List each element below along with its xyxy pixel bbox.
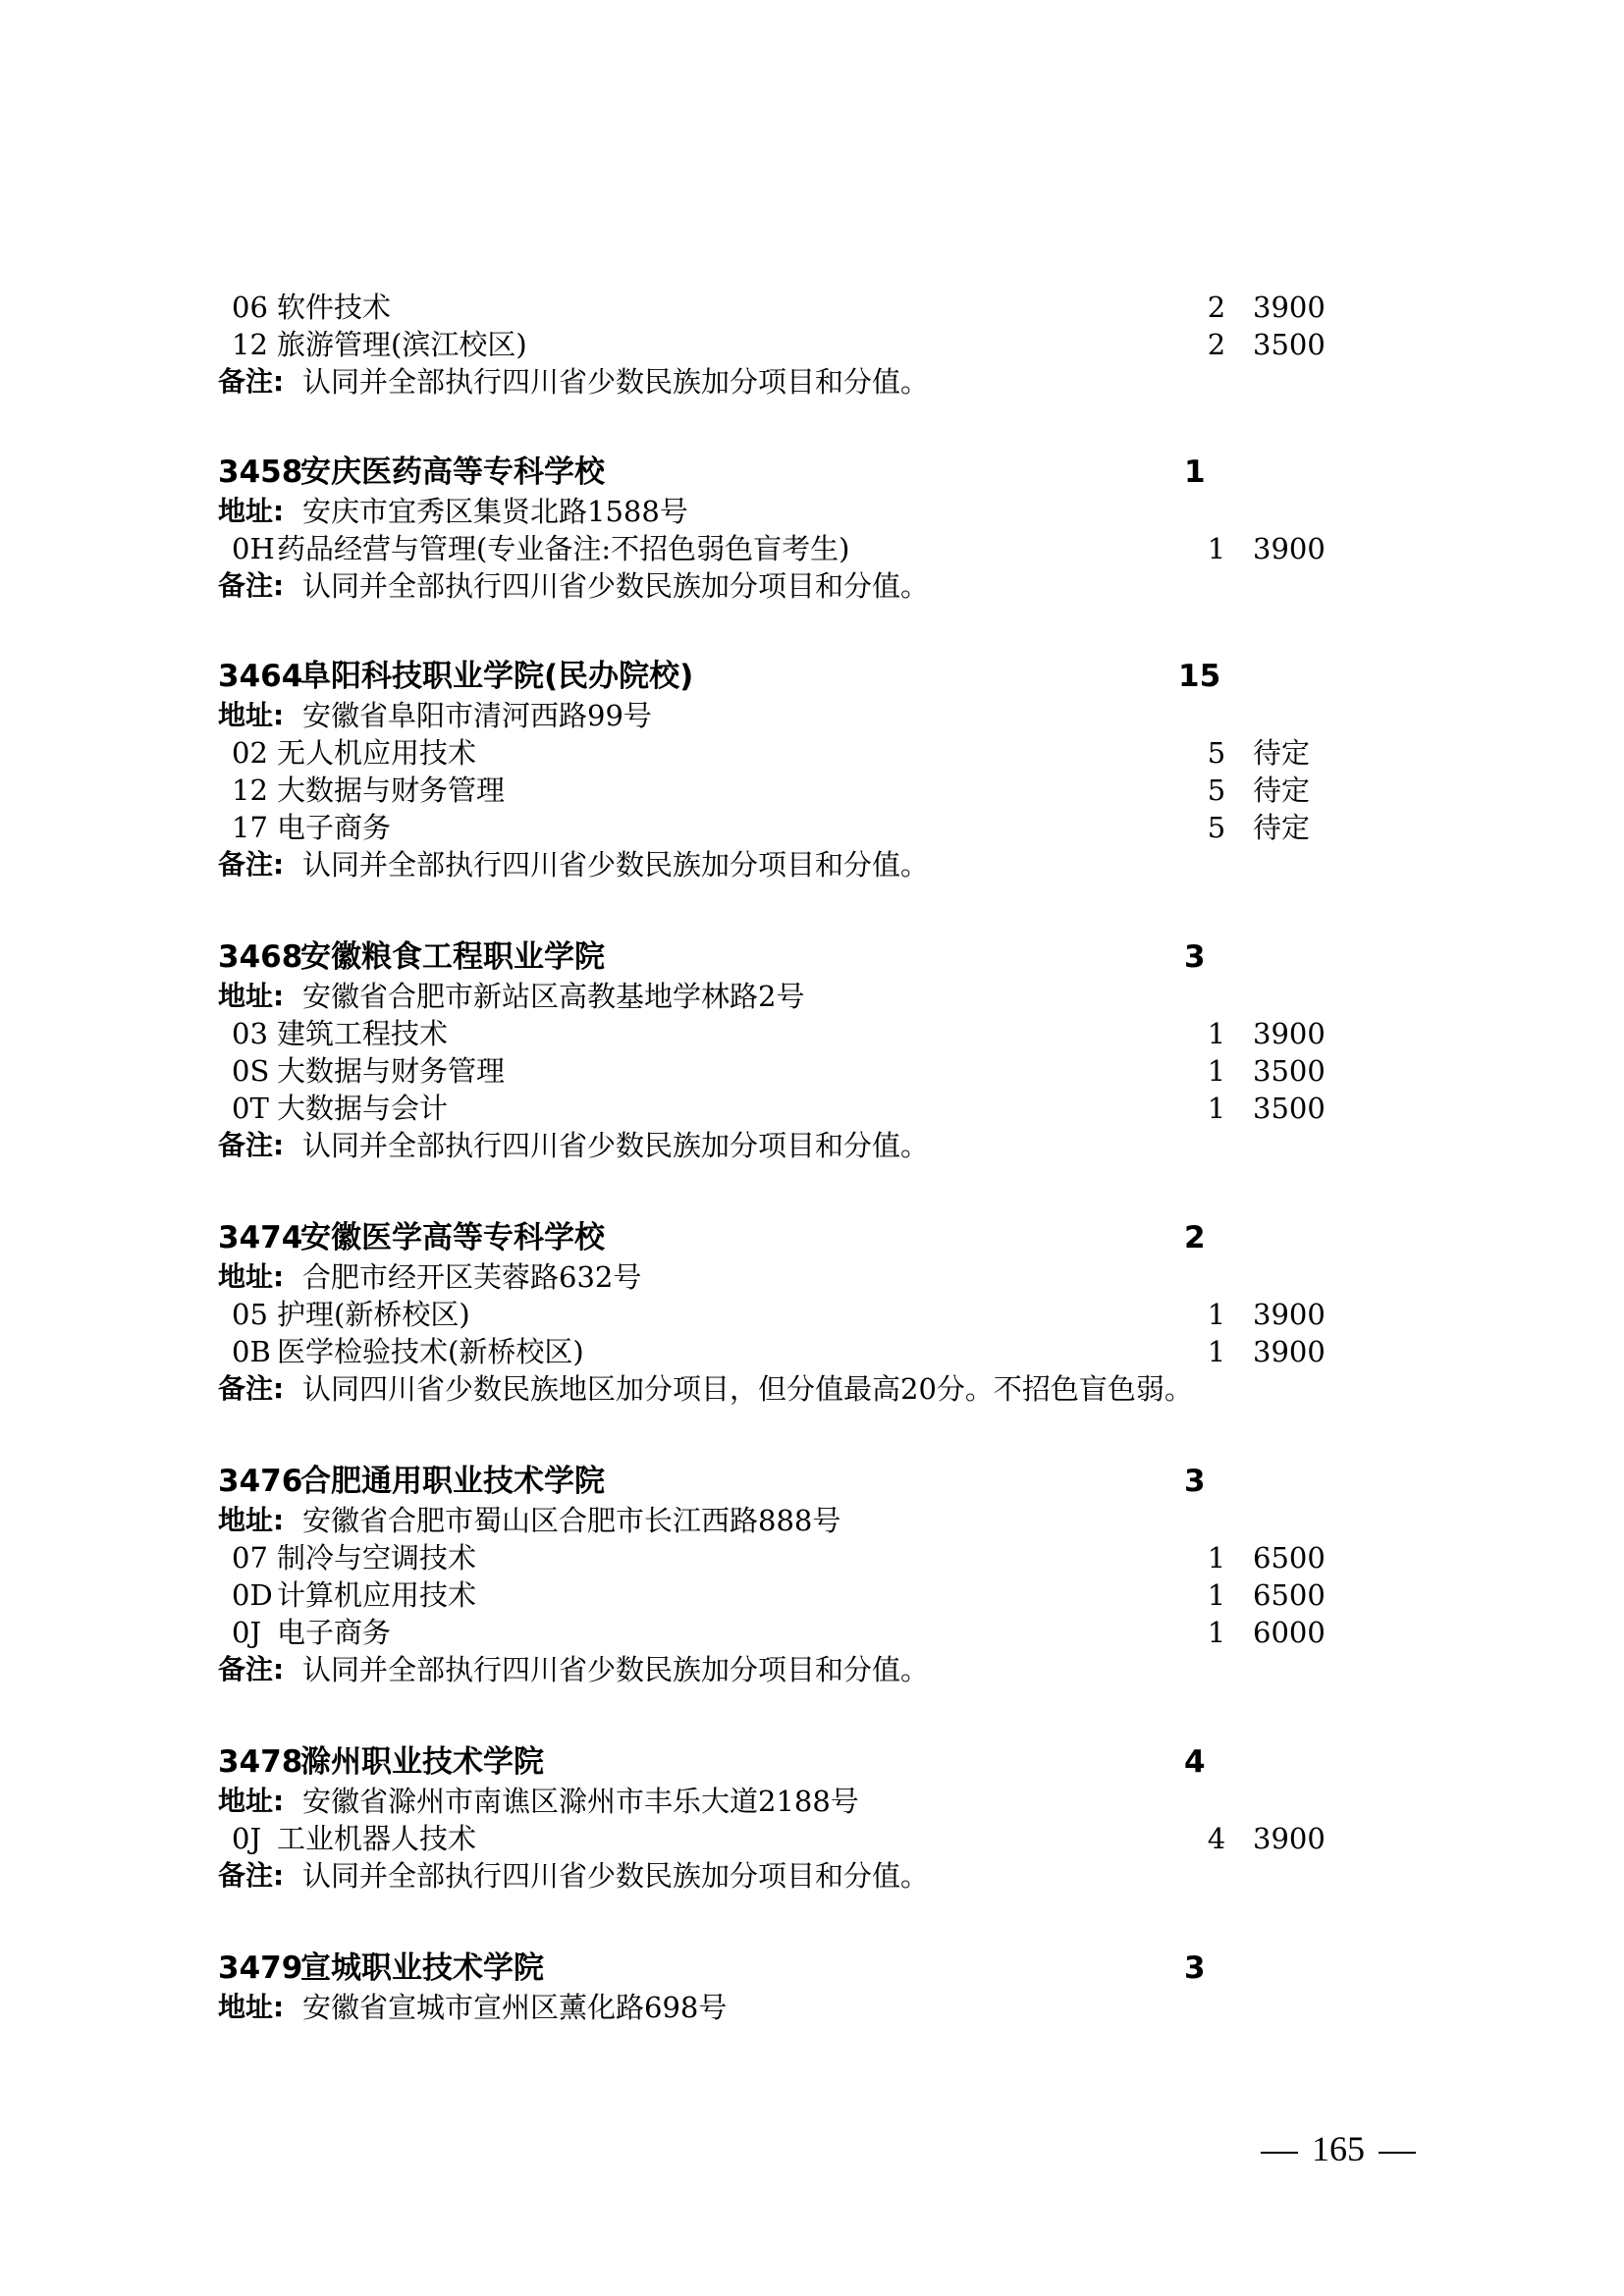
major-fee: 6500 xyxy=(1253,1541,1326,1575)
school-code: 3474 xyxy=(218,1220,303,1255)
major-fee: 6000 xyxy=(1253,1616,1326,1649)
note-text: 认同并全部执行四川省少数民族加分项目和分值。 xyxy=(302,1653,930,1686)
school-count: 3 xyxy=(1184,1950,1206,1986)
school-header xyxy=(0,938,1624,976)
school-name: 安庆医药高等专科学校 xyxy=(300,454,605,490)
major-count: 5 xyxy=(1207,811,1226,844)
major-fee: 3500 xyxy=(1253,1092,1326,1125)
major-fee: 3900 xyxy=(1253,291,1326,324)
major-code: 03 xyxy=(232,1017,268,1050)
major-fee: 3900 xyxy=(1253,532,1326,565)
address-label: 地址: xyxy=(218,1991,285,2023)
major-row xyxy=(0,1820,1624,1857)
note-row xyxy=(0,567,1624,605)
major-fee: 3900 xyxy=(1253,1335,1326,1368)
major-name: 医学检验技术(新桥校区) xyxy=(277,1335,584,1368)
major-fee: 6500 xyxy=(1253,1578,1326,1612)
note-label: 备注: xyxy=(218,365,285,398)
major-count: 1 xyxy=(1207,1541,1226,1575)
address-label: 地址: xyxy=(218,1260,285,1293)
major-code: 0J xyxy=(232,1822,262,1855)
major-name: 软件技术 xyxy=(277,291,392,324)
major-code: 05 xyxy=(232,1298,268,1331)
school-count: 4 xyxy=(1184,1744,1206,1780)
school-count: 2 xyxy=(1184,1220,1206,1255)
school-header xyxy=(0,658,1624,695)
major-row xyxy=(0,1614,1624,1651)
school-code: 3464 xyxy=(218,659,303,694)
address-row xyxy=(0,697,1624,734)
major-fee: 待定 xyxy=(1253,736,1311,770)
major-count: 1 xyxy=(1207,1616,1226,1649)
address-text: 安徽省合肥市蜀山区合肥市长江西路888号 xyxy=(302,1504,841,1537)
major-row xyxy=(0,1090,1624,1127)
note-row xyxy=(0,1127,1624,1164)
address-row xyxy=(0,1783,1624,1820)
major-fee: 3500 xyxy=(1253,328,1326,361)
school-code: 3468 xyxy=(218,939,303,975)
school-name: 安徽粮食工程职业学院 xyxy=(300,939,605,975)
address-row xyxy=(0,1989,1624,2026)
major-code: 0T xyxy=(232,1092,269,1125)
major-count: 4 xyxy=(1207,1822,1226,1855)
address-label: 地址: xyxy=(218,980,285,1012)
major-row xyxy=(0,1576,1624,1614)
address-label: 地址: xyxy=(218,1504,285,1536)
major-row xyxy=(0,772,1624,809)
major-count: 5 xyxy=(1207,736,1226,770)
address-label: 地址: xyxy=(218,699,285,731)
major-name: 无人机应用技术 xyxy=(277,736,477,770)
page-number-left-dash xyxy=(1261,2152,1298,2154)
major-name: 工业机器人技术 xyxy=(277,1822,477,1855)
major-count: 1 xyxy=(1207,1017,1226,1050)
note-label: 备注: xyxy=(218,569,285,602)
major-count: 1 xyxy=(1207,1054,1226,1088)
school-code: 3478 xyxy=(218,1744,303,1780)
major-code: 02 xyxy=(232,736,268,770)
major-fee: 3900 xyxy=(1253,1822,1326,1855)
major-fee: 3500 xyxy=(1253,1054,1326,1088)
address-row xyxy=(0,978,1624,1015)
note-text: 认同并全部执行四川省少数民族加分项目和分值。 xyxy=(302,365,930,399)
school-code: 3476 xyxy=(218,1464,303,1499)
major-fee: 待定 xyxy=(1253,811,1311,844)
note-row xyxy=(0,1370,1624,1408)
page-number xyxy=(1247,2128,1430,2169)
note-label: 备注: xyxy=(218,1372,285,1405)
note-row xyxy=(0,1857,1624,1895)
page-number-text: 165 xyxy=(1312,2129,1365,2168)
school-header xyxy=(0,1743,1624,1781)
page-number-right-dash xyxy=(1379,2152,1416,2154)
major-count: 1 xyxy=(1207,532,1226,565)
address-row xyxy=(0,1258,1624,1296)
note-label: 备注: xyxy=(218,848,285,881)
note-text: 认同并全部执行四川省少数民族加分项目和分值。 xyxy=(302,1129,930,1162)
major-row xyxy=(0,809,1624,846)
school-code: 3479 xyxy=(218,1950,303,1986)
major-code: 12 xyxy=(232,774,268,807)
school-name: 宣城职业技术学院 xyxy=(300,1950,544,1986)
major-row xyxy=(0,1539,1624,1576)
address-label: 地址: xyxy=(218,1785,285,1817)
note-text: 认同四川省少数民族地区加分项目，但分值最高20分。不招色盲色弱。 xyxy=(302,1372,1193,1406)
major-name: 电子商务 xyxy=(277,811,392,844)
major-name: 大数据与财务管理 xyxy=(277,1054,506,1088)
address-text: 安徽省阜阳市清河西路99号 xyxy=(302,699,652,732)
major-code: 06 xyxy=(232,291,268,324)
major-code: 0D xyxy=(232,1578,273,1612)
major-row xyxy=(0,1333,1624,1370)
major-code: 0J xyxy=(232,1616,262,1649)
major-count: 2 xyxy=(1207,328,1226,361)
major-fee: 3900 xyxy=(1253,1298,1326,1331)
major-name: 大数据与财务管理 xyxy=(277,774,506,807)
note-row xyxy=(0,1651,1624,1688)
school-name: 滁州职业技术学院 xyxy=(300,1744,544,1780)
school-header xyxy=(0,1219,1624,1256)
address-text: 合肥市经开区芙蓉路632号 xyxy=(302,1260,642,1294)
school-name: 合肥通用职业技术学院 xyxy=(300,1464,605,1499)
major-fee: 3900 xyxy=(1253,1017,1326,1050)
major-row xyxy=(0,1296,1624,1333)
address-text: 安徽省滁州市南谯区滁州市丰乐大道2188号 xyxy=(302,1785,859,1818)
major-code: 0B xyxy=(232,1335,271,1368)
note-label: 备注: xyxy=(218,1653,285,1685)
major-code: 07 xyxy=(232,1541,268,1575)
major-count: 1 xyxy=(1207,1092,1226,1125)
note-text: 认同并全部执行四川省少数民族加分项目和分值。 xyxy=(302,848,930,881)
major-row xyxy=(0,1015,1624,1052)
address-row xyxy=(0,493,1624,530)
major-code: 17 xyxy=(232,811,268,844)
major-code: 12 xyxy=(232,328,268,361)
note-text: 认同并全部执行四川省少数民族加分项目和分值。 xyxy=(302,569,930,603)
school-count: 15 xyxy=(1178,659,1221,694)
major-name: 计算机应用技术 xyxy=(277,1578,477,1612)
school-count: 3 xyxy=(1184,1464,1206,1499)
school-count: 3 xyxy=(1184,939,1206,975)
major-name: 制冷与空调技术 xyxy=(277,1541,477,1575)
school-header xyxy=(0,1463,1624,1500)
address-label: 地址: xyxy=(218,495,285,527)
major-name: 药品经营与管理(专业备注:不招色弱色盲考生) xyxy=(277,532,850,565)
major-code: 0S xyxy=(232,1054,270,1088)
major-name: 电子商务 xyxy=(277,1616,392,1649)
school-name: 阜阳科技职业学院(民办院校) xyxy=(300,659,694,694)
major-name: 护理(新桥校区) xyxy=(277,1298,470,1331)
note-row xyxy=(0,846,1624,883)
major-fee: 待定 xyxy=(1253,774,1311,807)
major-count: 5 xyxy=(1207,774,1226,807)
major-count: 1 xyxy=(1207,1335,1226,1368)
school-header xyxy=(0,454,1624,491)
address-text: 安徽省宣城市宣州区薰化路698号 xyxy=(302,1991,728,2024)
major-row xyxy=(0,289,1624,326)
major-name: 建筑工程技术 xyxy=(277,1017,449,1050)
school-header xyxy=(0,1949,1624,1987)
address-text: 安徽省合肥市新站区高教基地学林路2号 xyxy=(302,980,805,1013)
note-label: 备注: xyxy=(218,1859,285,1892)
note-text: 认同并全部执行四川省少数民族加分项目和分值。 xyxy=(302,1859,930,1893)
note-row xyxy=(0,363,1624,400)
major-code: 0H xyxy=(232,532,275,565)
major-row xyxy=(0,326,1624,363)
school-count: 1 xyxy=(1184,454,1206,490)
school-code: 3458 xyxy=(218,454,303,490)
note-label: 备注: xyxy=(218,1129,285,1161)
major-count: 1 xyxy=(1207,1578,1226,1612)
major-row xyxy=(0,530,1624,567)
major-count: 2 xyxy=(1207,291,1226,324)
school-name: 安徽医学高等专科学校 xyxy=(300,1220,605,1255)
major-count: 1 xyxy=(1207,1298,1226,1331)
address-text: 安庆市宜秀区集贤北路1588号 xyxy=(302,495,688,528)
major-row xyxy=(0,734,1624,772)
major-row xyxy=(0,1052,1624,1090)
address-row xyxy=(0,1502,1624,1539)
major-name: 大数据与会计 xyxy=(277,1092,449,1125)
major-name: 旅游管理(滨江校区) xyxy=(277,328,527,361)
